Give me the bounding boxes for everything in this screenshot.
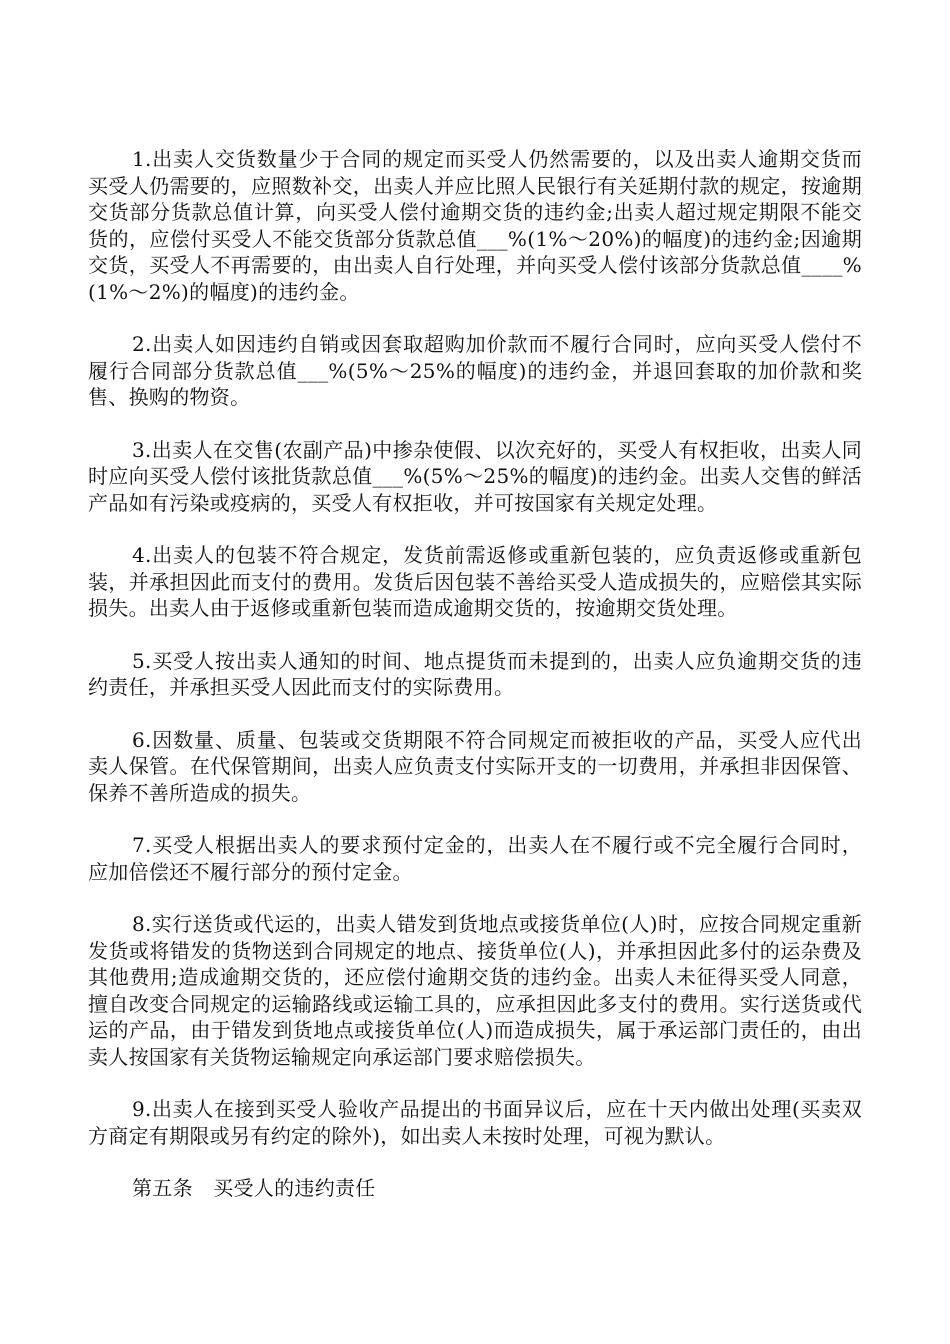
clause-paragraph-5: 5.买受人按出卖人通知的时间、地点提货而未提到的，出卖人应负逾期交货的违约责任，并承担买受人因此而支付的实际费用。 [88, 648, 862, 699]
clause-paragraph-1: 1.出卖人交货数量少于合同的规定而买受人仍然需要的，以及出卖人逾期交货而买受人仍需要的，应照数补交，出卖人并应比照人民银行有关延期付款的规定，按逾期交货部分货款总值计算，向买受人偿付逾期交货的违约金;出卖人超过规定期限不能交货的，应偿付买受人不能交货部分货款总值___%(1%～20%)的幅度)的违约金;因逾期交货，买受人不再需要的，由出卖人自行处理，并向买受人偿付该部分货款总值____%(1%～2%)的幅度)的违约金。 [88, 147, 862, 304]
clause-paragraph-9: 9.出卖人在接到买受人验收产品提出的书面异议后，应在十天内做出处理(买卖双方商定有期限或另有约定的除外)，如出卖人未按时处理，可视为默认。 [88, 1097, 862, 1148]
clause-paragraph-8: 8.实行送货或代运的，出卖人错发到货地点或接货单位(人)时，应按合同规定重新发货或将错发的货物送到合同规定的地点、接货单位(人)，并承担因此多付的运杂费及其他费用;造成逾期交货的，还应偿付逾期交货的违约金。出卖人未征得买受人同意，擅自改变合同规定的运输路线或运输工具的，应承担因此多支付的费用。实行送货或代运的产品，由于错发到货地点或接货单位(人)而造成损失，属于承运部门责任的，由出卖人按国家有关货物运输规定向承运部门要求赔偿损失。 [88, 912, 862, 1069]
clause-paragraph-3: 3.出卖人在交售(农副产品)中掺杂使假、以次充好的，买受人有权拒收，出卖人同时应向买受人偿付该批货款总值___%(5%～25%的幅度)的违约金。出卖人交售的鲜活产品如有污染或疫病的，买受人有权拒收，并可按国家有关规定处理。 [88, 437, 862, 515]
clause-paragraph-7: 7.买受人根据出卖人的要求预付定金的，出卖人在不履行或不完全履行合同时，应加倍偿还不履行部分的预付定金。 [88, 833, 862, 884]
clause-paragraph-4: 4.出卖人的包装不符合规定，发货前需返修或重新包装的，应负责返修或重新包装，并承担因此而支付的费用。发货后因包装不善给买受人造成损失的，应赔偿其实际损失。出卖人由于返修或重新包装而造成逾期交货的，按逾期交货处理。 [88, 543, 862, 620]
document-body [88, 146, 862, 1228]
clause-paragraph-2: 2.出卖人如因违约自销或因套取超购加价款而不履行合同时，应向买受人偿付不履行合同部分货款总值___%(5%～25%的幅度)的违约金，并退回套取的加价款和奖售、换购的物资。 [88, 332, 862, 409]
clause-paragraph-6: 6.因数量、质量、包装或交货期限不符合同规定而被拒收的产品，买受人应代出卖人保管。在代保管期间，出卖人应负责支付实际开支的一切费用，并承担非因保管、保养不善所造成的损失。 [88, 727, 862, 805]
section-heading: 第五条 买受人的违约责任 [132, 1176, 376, 1200]
